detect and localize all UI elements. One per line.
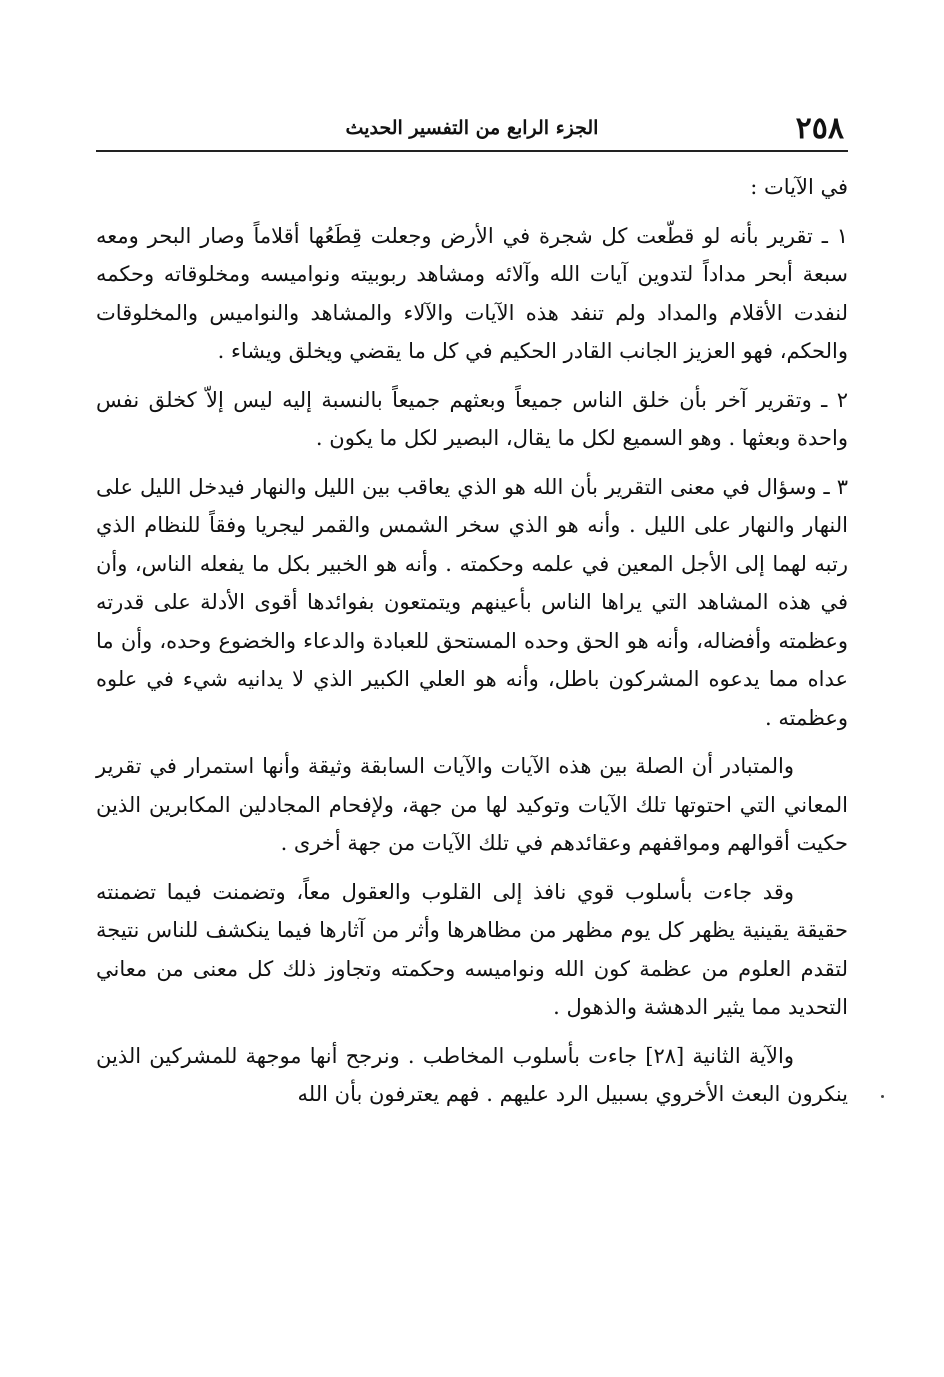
paragraph-item-2: ٢ ـ وتقرير آخر بأن خلق الناس جميعاً وبعثهم جميعاً بالنسبة إليه ليس إلاّ كخلق نفس واحدة وبعثها . وهو السميع لكل ما يقال، البصير لكل ما يكون . <box>96 387 848 450</box>
page-header <box>96 108 848 152</box>
page-number: ٢٥٨ <box>795 111 844 146</box>
page-body <box>96 168 848 1124</box>
paragraph-item-3: ٣ ـ وسؤال في معنى التقرير بأن الله هو الذي يعاقب بين الليل والنهار فيدخل الليل على النهار والنهار على الليل . وأنه هو الذي سخر الشمس والقمر ليجريا وفقاً للنظام الذي رتبه لهما إلى الأجل المعين في علمه وحكمته . وأنه هو الخبير بكل ما يفعله الناس، وأن في هذه المشاهد التي يراها الناس بأعينهم ويتمتعون بفوائدها أقوى الأدلة على قدرته وعظمته وأفضاله، وأنه هو الحق وحده المستحق للعبادة والدعاء والخضوع وحده، وأن ما عداه مما يدعوه المشركون باطل، وأنه هو العلي الكبير الذي لا يدانيه شيء في علوه وعظمته . <box>96 474 848 730</box>
paragraph-style: وقد جاءت بأسلوب قوي نافذ إلى القلوب والعقول معاً، وتضمنت فيما تضمنته حقيقة يقينية يظهر كل يوم مظهر من مظاهرها وأثر من آثارها فيما ينكشف للناس نتيجة لتقدم العلوم من عظمة كون الله ونواميسه وحكمته وتجاوز ذلك كل معنى من معاني التحديد مما يثير الدهشة والذهول . <box>96 879 848 1019</box>
scan-speck <box>881 1095 884 1098</box>
section-heading: في الآيات : <box>750 175 848 199</box>
paragraph-item-1: ١ ـ تقرير بأنه لو قطّعت كل شجرة في الأرض وجعلت قِطَعُها أقلاماً وصار البحر ومعه سبعة أبحر مداداً لتدوين آيات الله وآلائه ومشاهد ربوبيته ونواميسه ومخلوقاته وحكمه لنفدت الأقلام والمداد ولم تنفد هذه الآيات والآلاء والمشاهد والنواميس والمخلوقات والحكم، فهو العزيز الجانب القادر الحكيم في كل ما يقضي ويخلق ويشاء . <box>96 223 848 363</box>
running-title: الجزء الرابع من التفسير الحديث <box>345 117 599 139</box>
paragraph-relation: والمتبادر أن الصلة بين هذه الآيات والآيات السابقة وثيقة وأنها استمرار في تقرير المعاني التي احتوتها تلك الآيات وتوكيد لها من جهة، ولإفحام المجادلين المكابرين الذين حكيت أقوالهم ومواقفهم وعقائدهم في تلك الآيات من جهة أخرى . <box>96 754 848 855</box>
paragraph-second-verse: والآية الثانية [٢٨] جاءت بأسلوب المخاطب . ونرجح أنها موجهة للمشركين الذين ينكرون البعث الأخروي بسبيل الرد عليهم . فهم يعترفون بأن الله <box>96 1043 848 1106</box>
